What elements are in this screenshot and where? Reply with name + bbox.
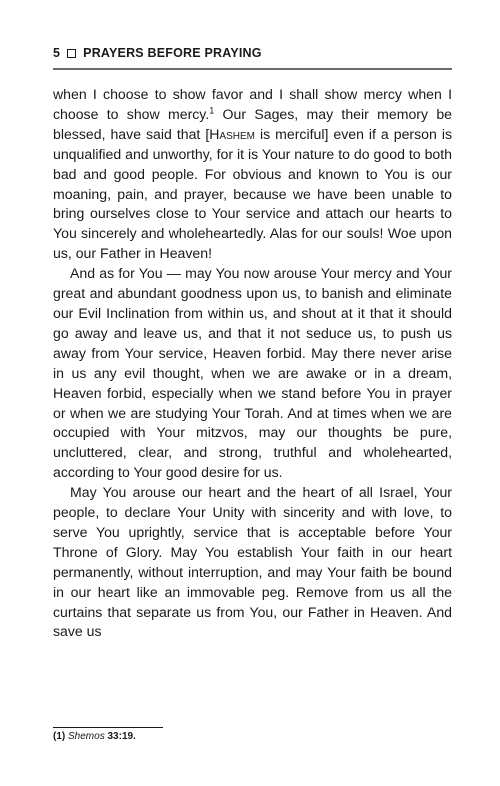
footnote-ref[interactable]: 1 (209, 105, 215, 116)
running-header (53, 46, 452, 60)
divine-name: Hashem (209, 125, 255, 142)
paragraph-3: May You arouse our heart and the heart of all Israel, Your people, to declare Your Unity with sincerity and with love, to serve You uprightly, service that is acceptable before Your Throne of Glory. May You establish Your faith in our heart permanently, without interruption, and may Your faith be bound in our heart like an immovable peg. Remove from us all the curtains that separate us from You, our Father in Heaven. And save us (53, 484, 452, 640)
paragraph-1: when I choose to show favor and I shall show mercy when I choose to show mercy.$^1$ Our Sages, may their memory be blessed, have said that [Hashem is merciful] even if a person is unqualified and unworthy, for it is Your nature to do good to both bad and good people. For obvious and known to You is our moaning, pain, and prayer, because we have been unable to bring ourselves close to Your service and attach our hearts to You sincerely and wholeheartedly. Alas for our souls! Woe upon us, our Father in Heaven! (53, 86, 453, 262)
running-title: PRAYERS BEFORE PRAYING (83, 46, 262, 60)
footnote-ref-text: 33:19. (107, 731, 136, 742)
header-rule (53, 68, 452, 70)
page-number: 5 (53, 46, 61, 60)
footnote-source: Shemos (68, 731, 105, 742)
page-body (53, 85, 452, 642)
footnote-marker: (1) (53, 731, 66, 742)
footnote-rule (53, 727, 163, 728)
paragraph-2: And as for You — may You now arouse Your mercy and Your great and abundant goodness upon us, to banish and eliminate our Evil Inclination from within us, and shout at it that it should go away and leave us, and that it not seduce us, to push us away from Your service, Heaven forbid. May there never arise in us any evil thought, when we are awake or in a dream, Heaven forbid, especially when we stand before You in prayer or when we are studying Your Torah. And at times when we are occupied with Your mitzvos, may our thoughts be pure, uncluttered, clear, and strong, truthful and wholehearted, according to Your good desire for us. (53, 265, 452, 481)
footnote (53, 731, 136, 742)
square-ornament-icon (67, 49, 76, 58)
